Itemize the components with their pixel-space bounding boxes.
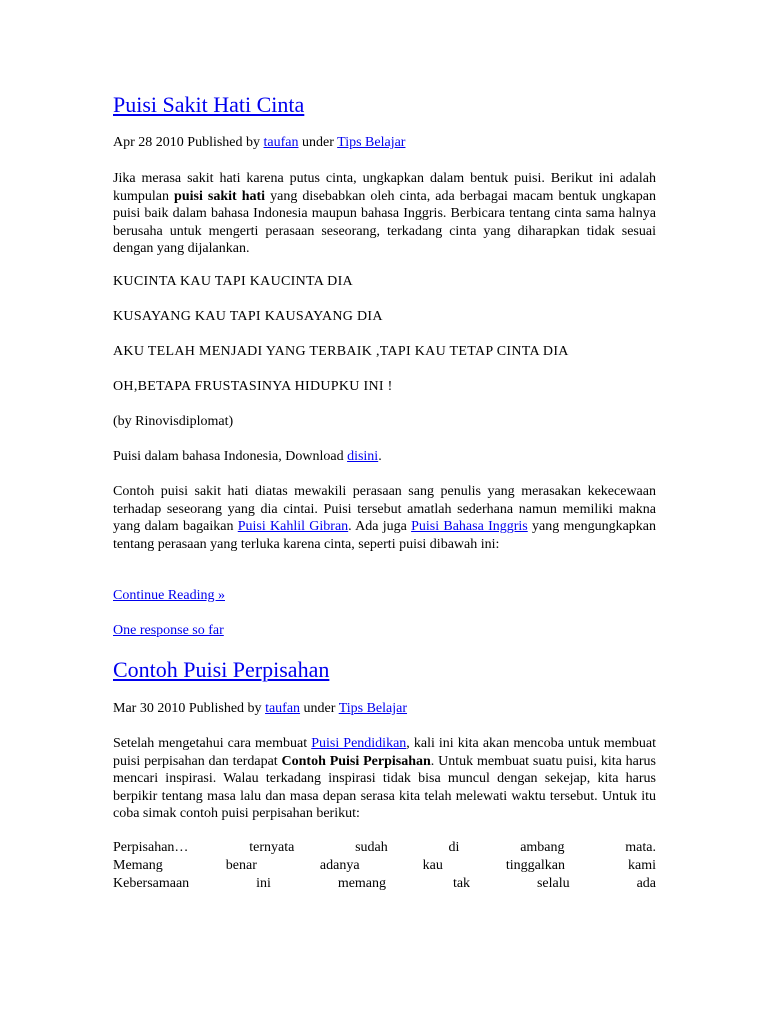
post-date: Mar 30 2010: [113, 701, 186, 716]
download-text: Puisi dalam bahasa Indonesia, Download: [113, 449, 348, 464]
poem-line: KUSAYANG KAU TAPI KAUSAYANG DIA: [113, 309, 383, 324]
body-text-3: yang mengungkapkan tentang perasaan yang terluka karena cinta, seperti puisi dibawah ini:: [113, 519, 657, 552]
poem-line: OH,BETAPA FRUSTASINYA HIDUPKU INI !: [113, 379, 393, 394]
poem-line: AKU TELAH MENJADI YANG TERBAIK ,TAPI KAU TETAP CINTA DIA: [113, 344, 569, 359]
post-2: [113, 0, 656, 1024]
category-link[interactable]: Tips Belajar: [337, 135, 406, 150]
author-link[interactable]: taufan: [265, 701, 301, 716]
kahlil-gibran-link[interactable]: Puisi Kahlil Gibran: [237, 519, 349, 534]
category-link[interactable]: Tips Belajar: [338, 701, 408, 716]
poem-line: Kebersamaan ini memang tak selalu ada: [113, 876, 656, 891]
intro-bold-keyword: puisi sakit hati: [174, 188, 266, 204]
body-text-1: Contoh puisi sakit hati diatas mewakili perasaan sang penulis yang merasakan kekecewaan terhadap seseorang yang dia cintai. Puisi tersebut amatlah sederhana namun memiliki makna yang dalam bagaikan: [113, 484, 656, 534]
post-title-link[interactable]: Puisi Sakit Hati Cinta: [113, 92, 305, 117]
published-by-label: Published by: [187, 135, 261, 150]
intro-text-2: , kali ini kita akan mencoba untuk membuat puisi perpisahan dan terdapat: [113, 736, 656, 769]
author-link[interactable]: taufan: [263, 135, 299, 150]
post-meta: [113, 700, 656, 718]
download-end: .: [378, 449, 382, 464]
post-title-link[interactable]: Contoh Puisi Perpisahan: [113, 657, 330, 682]
intro-bold-keyword: Contoh Puisi Perpisahan: [281, 753, 431, 769]
poem-line: KUCINTA KAU TAPI KAUCINTA DIA: [113, 274, 353, 289]
under-label: under: [303, 701, 336, 716]
under-label: under: [302, 135, 334, 150]
continue-reading-link[interactable]: Continue Reading »: [113, 588, 225, 603]
intro-text-1: Jika merasa sakit hati karena putus cinta, ungkapkan dalam bentuk puisi. Berikut ini adalah kumpulan: [113, 171, 656, 204]
body-text-2: . Ada juga: [348, 519, 412, 534]
intro-text-2: yang disebabkan oleh cinta, ada berbagai macam bentuk ungkapan puisi baik dalam bahasa Indonesia maupun bahasa Inggris. Berbicara tentang cinta sama halnya berusaha untuk mengerti perasaan seseorang, terkadang cinta yang diharapkan tidak sesuai dengan yang dijalankan.: [113, 188, 657, 256]
intro-text-3: . Untuk membuat suatu puisi, kita harus mencari inspirasi. Walau terkadang inspirasi tidak bisa muncul dengan sekejap, kita harus berpikir tentang masa lalu dan masa depan serasa kita telah melewati waktu tersebut. Untuk itu coba simak contoh puisi perpisahan berikut:: [113, 753, 656, 821]
published-by-label: Published by: [188, 701, 262, 716]
download-link[interactable]: disini: [347, 449, 379, 464]
poem-line: Memang benar adanya kau tinggalkan kami: [113, 858, 656, 873]
post-intro-paragraph: [113, 735, 656, 823]
intro-text-1: Setelah mengetahui cara membuat: [113, 736, 312, 751]
bahasa-inggris-link[interactable]: Puisi Bahasa Inggris: [411, 519, 528, 534]
responses-link[interactable]: One response so far: [113, 623, 224, 638]
poem-line: Perpisahan… ternyata sudah di ambang mata.: [113, 840, 656, 855]
puisi-pendidikan-link[interactable]: Puisi Pendidikan: [311, 736, 407, 751]
post-date: Apr 28 2010: [113, 135, 184, 150]
poem-credit: (by Rinovisdiplomat): [113, 414, 234, 429]
